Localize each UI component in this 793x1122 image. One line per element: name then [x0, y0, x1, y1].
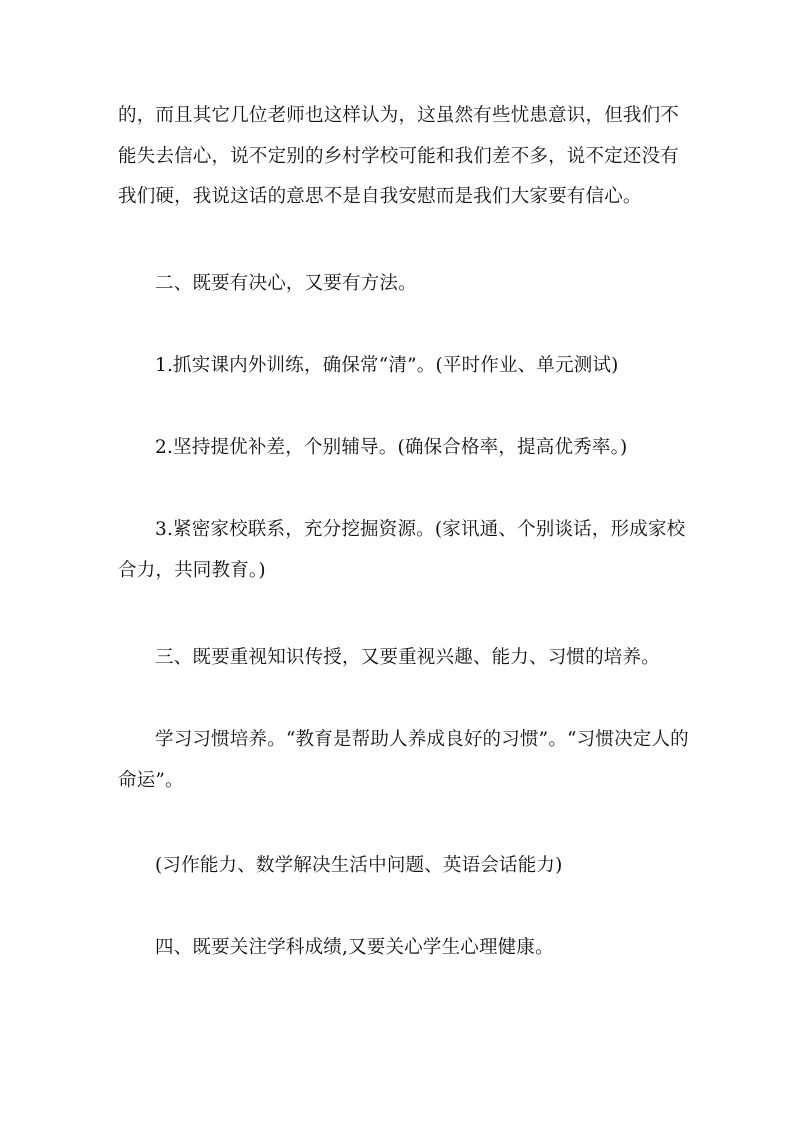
section-heading-4	[118, 928, 693, 969]
text-line: 2.坚持提优补差，个别辅导。(确保合格率，提高优秀率。)	[155, 437, 628, 458]
list-item-2	[118, 428, 693, 469]
list-item-1	[118, 346, 693, 387]
text-line: 四、既要关注学科成绩,又要关心学生心理健康。	[155, 937, 554, 958]
text-line: 学习习惯培养。“教育是帮助人养成良好的习惯”。“习惯决定人的	[155, 729, 689, 750]
list-item-3	[118, 510, 693, 591]
text-line: (习作能力、数学解决生活中问题、英语会话能力)	[155, 855, 563, 876]
text-line: 三、既要重视知识传授，又要重视兴趣、能力、习惯的培养。	[155, 647, 660, 668]
paragraph-abilities	[118, 846, 693, 887]
text-line: 命运”。	[118, 769, 184, 791]
section-heading-2	[118, 264, 693, 305]
text-line: 二、既要有决心，又要有方法。	[155, 273, 417, 294]
paragraph-habits	[118, 720, 693, 801]
text-line: 合力，共同教育。)	[118, 559, 266, 581]
section-heading-3	[118, 638, 693, 679]
text-line: 1.抓实课内外训练，确保常“清”。(平时作业、单元测试)	[155, 355, 619, 376]
paragraph-continuation	[118, 96, 693, 218]
text-line: 3.紧密家校联系，充分挖掘资源。(家讯通、个别谈话，形成家校	[155, 519, 686, 540]
text-line: 我们硬，我说这话的意思不是自我安慰而是我们大家要有信心。	[118, 186, 642, 207]
text-line: 的，而且其它几位老师也这样认为，这虽然有些忧患意识，但我们不	[118, 105, 680, 126]
text-line: 能失去信心，说不定别的乡村学校可能和我们差不多，说不定还没有	[118, 145, 680, 167]
